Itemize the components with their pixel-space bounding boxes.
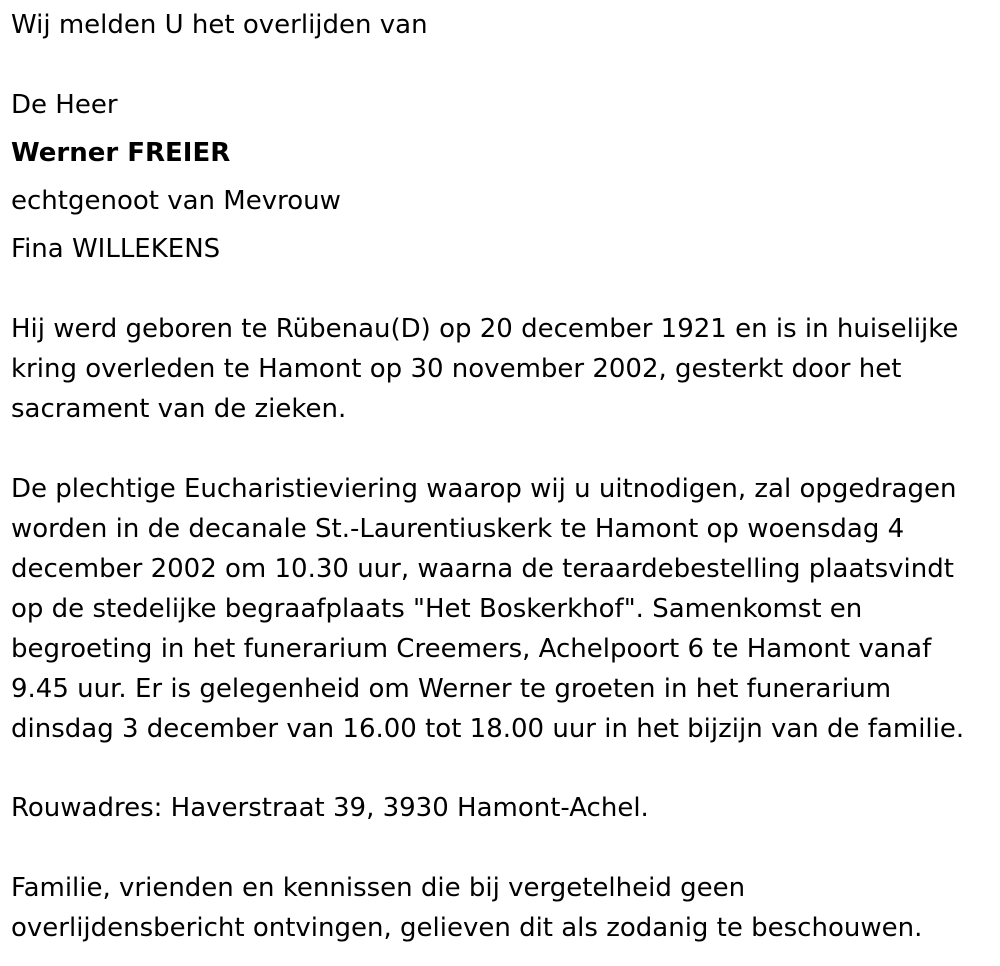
birth-death-paragraph: Hij werd geboren te Rübenau(D) op 20 december 1921 en is in huiselijke kring overleden te Hamont op 30 november 2002, gesterkt door het sacrament van de zieken.: [11, 314, 959, 424]
relation-text: echtgenoot van Mevrouw: [11, 186, 341, 216]
funeral-paragraph: De plechtige Eucharistieviering waarop wij u uitnodigen, zal opgedragen worden in de decanale St.-Laurentiuskerk te Hamont op woensdag 4 december 2002 om 10.30 uur, waarna de teraardebestelling plaatsvindt op de stedelijke begraafplaats "Het Boskerkhof". Samenkomst en begroeting in het funerarium Creemers, Achelpoort 6 te Hamont vanaf 9.45 uur. Er is gelegenheid om Werner te groeten in het funerarium dinsdag 3 december van 16.00 tot 18.00 uur in het bijzijn van de familie.: [11, 474, 965, 744]
deceased-title: De Heer: [11, 90, 118, 120]
intro-text: Wij melden U het overlijden van: [11, 10, 428, 40]
closing-paragraph: Familie, vrienden en kennissen die bij vergetelheid geen overlijdensbericht ontvingen, gelieven dit als zodanig te beschouwen.: [11, 873, 923, 943]
deceased-name: Werner FREIER: [11, 138, 231, 168]
spouse-name: Fina WILLEKENS: [11, 234, 221, 264]
address-paragraph: Rouwadres: Haverstraat 39, 3930 Hamont-Achel.: [11, 793, 649, 823]
